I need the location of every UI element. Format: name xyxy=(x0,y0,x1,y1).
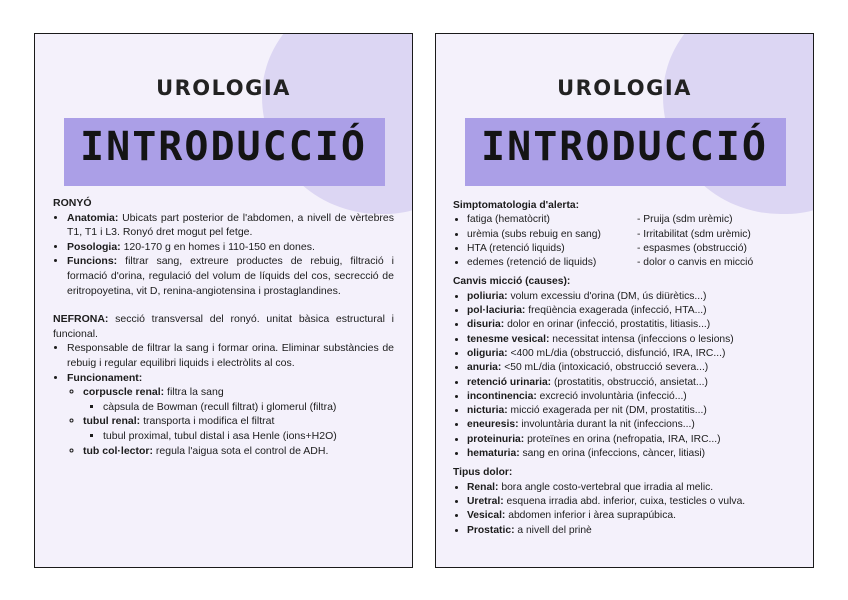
list-item: • pol·laciuria: freqüència exagerada (infecció, HTA...) xyxy=(467,304,799,318)
list-item: • Anatomia: Ubicats part posterior de l'abdomen, a nivell de vèrtebres T1, T1 i L3. Ronyó dret mogut pel fetge. xyxy=(67,211,394,240)
list-item: • fatiga (hematòcrit) - Pruija (sdm urèmic) xyxy=(467,213,799,227)
nefrona-definition: NEFRONA: secció transversal del ronyó. unitat bàsica estructural i funcional. xyxy=(53,313,394,340)
list-item: • Renal: bora angle costo-vertebral que irradia al melic. xyxy=(467,481,799,495)
section-heading-miccio: Canvis micció (causes): xyxy=(453,276,571,288)
page-title: UROLOGIA xyxy=(156,76,291,100)
list-item: • hematuria: sang en orina (infeccions, càncer, litiasi) xyxy=(467,447,799,461)
list-item: • Funcionament: ◦ corpuscle renal: filtra la sang ▪ càpsula de Bowman (recull filtrat) i glomerul (filtra) ◦ tubul renal: transporta i modifica el filtrat ▪ tubul proximal, tubul distal i asa Henle (ions+H2O) ◦ tub col·lector: regula l'aigua sota el control de ADH. xyxy=(67,371,394,459)
list-item: • Posologia: 120-170 g en homes i 110-150 en dones. xyxy=(67,240,394,255)
funcionament-list xyxy=(67,385,394,458)
right-content xyxy=(453,199,799,538)
list-item: • nicturia: micció exagerada per nit (DM, prostatitis...) xyxy=(467,404,799,418)
list-item: • tenesme vesical: necessitat intensa (infeccions o lesions) xyxy=(467,333,799,347)
list-item: • edemes (retenció de liquids) - dolor o canvis en micció xyxy=(467,256,799,270)
list-item: • oliguria: <400 mL/dia (obstrucció, disfunció, IRA, IRC...) xyxy=(467,347,799,361)
nefrona-list xyxy=(53,341,394,458)
list-item: • anuria: <50 mL/dia (intoxicació, obstrucció severa...) xyxy=(467,361,799,375)
list-item: • urèmia (subs rebuig en sang) - Irritabilitat (sdm urèmic) xyxy=(467,228,799,242)
ronyo-list xyxy=(53,211,394,299)
list-item: • proteinuria: proteïnes en orina (nefropatia, IRA, IRC...) xyxy=(467,433,799,447)
left-content xyxy=(53,196,394,458)
list-item: • disuria: dolor en orinar (infecció, prostatitis, litiasis...) xyxy=(467,318,799,332)
list-item: • retenció urinaria: (prostatitis, obstrucció, ansietat...) xyxy=(467,376,799,390)
list-item: • Responsable de filtrar la sang i formar orina. Eliminar substàncies de rebuig i regular equilibri liquids i electròlits al cos. xyxy=(67,341,394,370)
dolor-list xyxy=(453,481,799,538)
list-item: ▪ càpsula de Bowman (recull filtrat) i glomerul (filtra) xyxy=(103,400,394,415)
list-item: • Funcions: filtrar sang, extreure productes de rebuig, filtració i formació d'orina, regulació del volum de líquids del cos, secrecció de eritropoyetina, vit D, renina-angiotensina i prostaglandines. xyxy=(67,254,394,298)
page-left xyxy=(34,33,413,568)
simptomes-list xyxy=(453,213,799,270)
list-item: • Uretral: esquena irradia abd. inferior, cuixa, testicles o vulva. xyxy=(467,495,799,509)
section-heading-simptomes: Simptomatologia d'alerta: xyxy=(453,200,580,211)
list-item: • poliuria: volum excessiu d'orina (DM, ús diürètics...) xyxy=(467,290,799,304)
list-item: ◦ corpuscle renal: filtra la sang ▪ càpsula de Bowman (recull filtrat) i glomerul (filtra) xyxy=(83,385,394,414)
list-item: • Vesical: abdomen inferior i àrea suprapúbica. xyxy=(467,509,799,523)
list-item: ◦ tubul renal: transporta i modifica el filtrat ▪ tubul proximal, tubul distal i asa Henle (ions+H2O) xyxy=(83,414,394,443)
list-item: • eneuresis: involuntària durant la nit (infeccions...) xyxy=(467,418,799,432)
section-heading-ronyo: RONYÓ xyxy=(53,197,92,209)
list-item: • incontinencia: excreció involuntària (infecció...) xyxy=(467,390,799,404)
list-item: • Prostatic: a nivell del prinè xyxy=(467,524,799,538)
page-title: UROLOGIA xyxy=(557,76,692,100)
section-heading-dolor: Tipus dolor: xyxy=(453,467,513,479)
list-item: ◦ tub col·lector: regula l'aigua sota el control de ADH. xyxy=(83,444,394,459)
list-item: ▪ tubul proximal, tubul distal i asa Henle (ions+H2O) xyxy=(103,429,394,444)
list-item: • HTA (retenció liquids) - espasmes (obstrucció) xyxy=(467,242,799,256)
miccio-list xyxy=(453,290,799,462)
banner-title: INTRODUCCIÓ xyxy=(80,124,367,170)
page-right xyxy=(435,33,814,568)
banner-title: INTRODUCCIÓ xyxy=(481,124,768,170)
